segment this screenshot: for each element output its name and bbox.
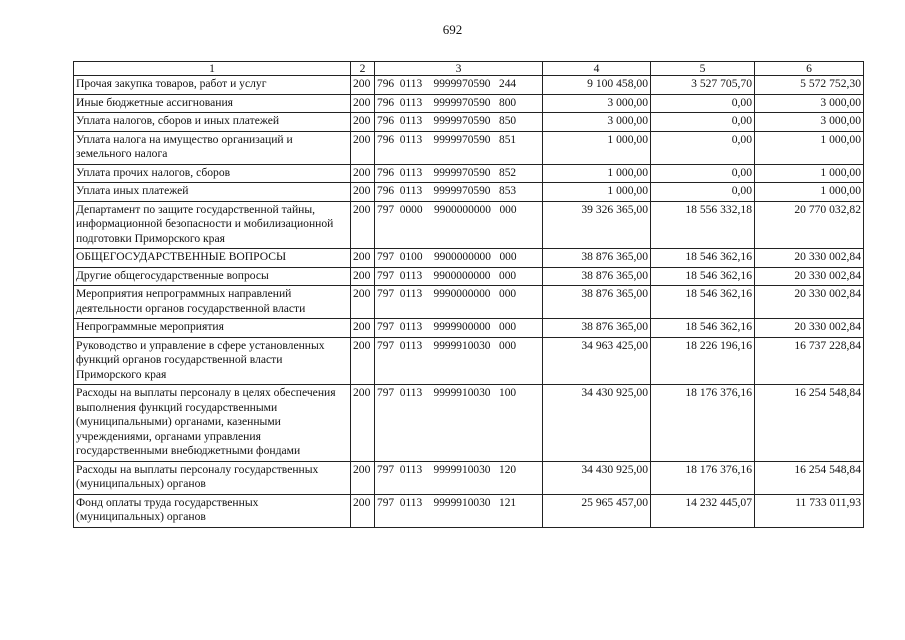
row-code: 797 0000 9900000000 000 — [375, 201, 543, 249]
row-name: Непрограммные мероприятия — [74, 319, 351, 338]
row-gr: 200 — [351, 201, 375, 249]
row-col5: 18 176 376,16 — [651, 385, 755, 462]
table-row — [74, 461, 864, 494]
row-gr: 200 — [351, 286, 375, 319]
row-code: 796 0113 9999970590 244 — [375, 76, 543, 95]
row-code: 797 0113 9999900000 000 — [375, 319, 543, 338]
row-col4: 1 000,00 — [543, 164, 651, 183]
column-header-4: 4 — [543, 62, 651, 76]
row-col5: 18 556 332,18 — [651, 201, 755, 249]
table-row — [74, 183, 864, 202]
row-col5: 18 546 362,16 — [651, 249, 755, 268]
row-name: Расходы на выплаты персоналу государственных (муниципальных) органов — [74, 461, 351, 494]
row-col5: 0,00 — [651, 131, 755, 164]
row-col6: 1 000,00 — [755, 183, 864, 202]
row-col6: 1 000,00 — [755, 131, 864, 164]
row-col5: 0,00 — [651, 164, 755, 183]
row-name: Уплата налога на имущество организаций и земельного налога — [74, 131, 351, 164]
row-col6: 3 000,00 — [755, 94, 864, 113]
column-header-6: 6 — [755, 62, 864, 76]
row-col4: 38 876 365,00 — [543, 249, 651, 268]
column-header-1: 1 — [74, 62, 351, 76]
row-col4: 9 100 458,00 — [543, 76, 651, 95]
row-name: Иные бюджетные ассигнования — [74, 94, 351, 113]
row-col6: 1 000,00 — [755, 164, 864, 183]
table-row — [74, 164, 864, 183]
row-col6: 20 330 002,84 — [755, 319, 864, 338]
table-row — [74, 494, 864, 527]
table-row — [74, 319, 864, 338]
row-code: 797 0100 9900000000 000 — [375, 249, 543, 268]
row-col4: 38 876 365,00 — [543, 286, 651, 319]
row-gr: 200 — [351, 164, 375, 183]
row-code: 797 0113 9999910030 121 — [375, 494, 543, 527]
table-row — [74, 131, 864, 164]
row-col5: 18 176 376,16 — [651, 461, 755, 494]
row-name: Другие общегосударственные вопросы — [74, 267, 351, 286]
row-code: 797 0113 9999910030 000 — [375, 337, 543, 385]
page-number: 692 — [442, 22, 463, 37]
row-gr: 200 — [351, 76, 375, 95]
row-col5: 0,00 — [651, 94, 755, 113]
row-col5: 18 546 362,16 — [651, 319, 755, 338]
row-name: Мероприятия непрограммных направлений деятельности органов государственной власти — [74, 286, 351, 319]
row-code: 796 0113 9999970590 800 — [375, 94, 543, 113]
row-gr: 200 — [351, 113, 375, 132]
row-name: Уплата иных платежей — [74, 183, 351, 202]
row-name: Расходы на выплаты персоналу в целях обеспечения выполнения функций государственными (муниципальными) органами, казенными учреждениями, органами управления государственными внебюджетными фондами — [74, 385, 351, 462]
row-gr: 200 — [351, 94, 375, 113]
table-row — [74, 94, 864, 113]
row-code: 796 0113 9999970590 851 — [375, 131, 543, 164]
row-col5: 0,00 — [651, 183, 755, 202]
row-col5: 0,00 — [651, 113, 755, 132]
row-col4: 25 965 457,00 — [543, 494, 651, 527]
row-gr: 200 — [351, 494, 375, 527]
row-col5: 18 546 362,16 — [651, 286, 755, 319]
table-row — [74, 267, 864, 286]
row-col6: 11 733 011,93 — [755, 494, 864, 527]
row-col6: 20 330 002,84 — [755, 249, 864, 268]
row-gr: 200 — [351, 267, 375, 286]
table-row — [74, 249, 864, 268]
row-col5: 18 226 196,16 — [651, 337, 755, 385]
row-code: 797 0113 9900000000 000 — [375, 267, 543, 286]
row-col6: 20 330 002,84 — [755, 286, 864, 319]
row-name: Руководство и управление в сфере установленных функций органов государственной власти Приморского края — [74, 337, 351, 385]
row-col4: 34 430 925,00 — [543, 385, 651, 462]
row-gr: 200 — [351, 461, 375, 494]
row-col4: 1 000,00 — [543, 183, 651, 202]
row-code: 797 0113 9990000000 000 — [375, 286, 543, 319]
row-gr: 200 — [351, 337, 375, 385]
row-name: Фонд оплаты труда государственных (муниципальных) органов — [74, 494, 351, 527]
row-col5: 14 232 445,07 — [651, 494, 755, 527]
budget-table — [73, 61, 864, 528]
row-code: 796 0113 9999970590 852 — [375, 164, 543, 183]
row-name: Уплата прочих налогов, сборов — [74, 164, 351, 183]
row-gr: 200 — [351, 249, 375, 268]
row-col5: 3 527 705,70 — [651, 76, 755, 95]
table-row — [74, 337, 864, 385]
row-gr: 200 — [351, 183, 375, 202]
table-row — [74, 286, 864, 319]
table-row — [74, 385, 864, 462]
row-col4: 38 876 365,00 — [543, 319, 651, 338]
row-col6: 3 000,00 — [755, 113, 864, 132]
row-code: 796 0113 9999970590 850 — [375, 113, 543, 132]
row-gr: 200 — [351, 385, 375, 462]
table-row — [74, 113, 864, 132]
row-col4: 3 000,00 — [543, 94, 651, 113]
row-col4: 34 430 925,00 — [543, 461, 651, 494]
row-name: ОБЩЕГОСУДАРСТВЕННЫЕ ВОПРОСЫ — [74, 249, 351, 268]
row-col6: 16 254 548,84 — [755, 385, 864, 462]
row-col6: 16 254 548,84 — [755, 461, 864, 494]
row-code: 797 0113 9999910030 120 — [375, 461, 543, 494]
column-header-5: 5 — [651, 62, 755, 76]
table-header-row — [74, 62, 864, 76]
row-col5: 18 546 362,16 — [651, 267, 755, 286]
row-col6: 20 330 002,84 — [755, 267, 864, 286]
row-col6: 20 770 032,82 — [755, 201, 864, 249]
table-row — [74, 76, 864, 95]
row-gr: 200 — [351, 319, 375, 338]
row-col6: 5 572 752,30 — [755, 76, 864, 95]
row-code: 796 0113 9999970590 853 — [375, 183, 543, 202]
row-col6: 16 737 228,84 — [755, 337, 864, 385]
row-gr: 200 — [351, 131, 375, 164]
row-col4: 34 963 425,00 — [543, 337, 651, 385]
row-col4: 39 326 365,00 — [543, 201, 651, 249]
table-row — [74, 201, 864, 249]
row-col4: 3 000,00 — [543, 113, 651, 132]
row-col4: 38 876 365,00 — [543, 267, 651, 286]
row-name: Уплата налогов, сборов и иных платежей — [74, 113, 351, 132]
column-header-2: 2 — [351, 62, 375, 76]
row-code: 797 0113 9999910030 100 — [375, 385, 543, 462]
row-name: Департамент по защите государственной тайны, информационной безопасности и мобилизационной подготовки Приморского края — [74, 201, 351, 249]
row-name: Прочая закупка товаров, работ и услуг — [74, 76, 351, 95]
column-header-3: 3 — [375, 62, 543, 76]
row-col4: 1 000,00 — [543, 131, 651, 164]
